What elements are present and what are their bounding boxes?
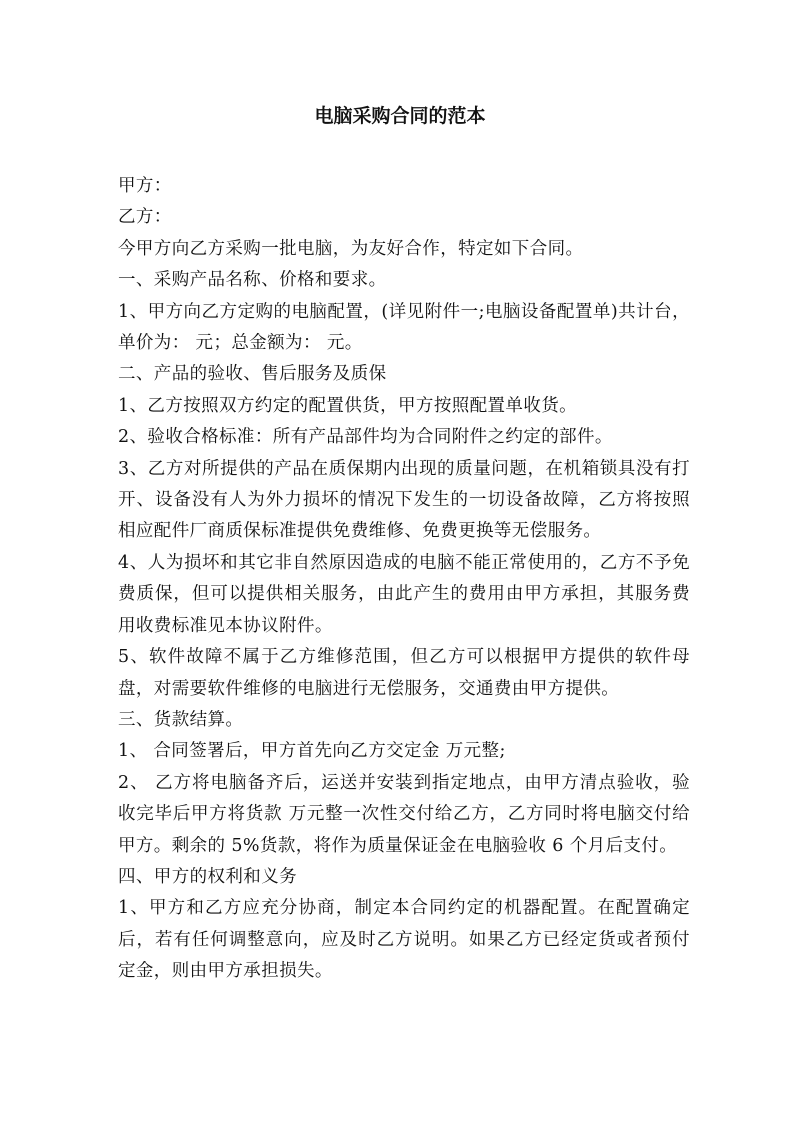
party-a-line: 甲方：: [118, 176, 172, 196]
party-b-line: 乙方：: [118, 207, 172, 228]
intro-paragraph: 今甲方向乙方采购一批电脑，为友好合作，特定如下合同。: [118, 238, 584, 259]
section-heading-1: 一、采购产品名称、价格和要求。: [118, 270, 387, 291]
clause-3-1: 1、 合同签署后，甲方首先向乙方交定金 万元整;: [118, 741, 506, 762]
clause-2-4: 4、人为损坏和其它非自然原因造成的电脑不能正常使用的，乙方不予免费质保，但可以提供相关服务，由此产生的费用由甲方承担，其服务费用收费标准见本协议附件。: [118, 552, 690, 636]
clause-2-1: 1、乙方按照双方约定的配置供货，甲方按照配置单收货。: [118, 395, 578, 416]
document-title: 电脑采购合同的范本: [314, 105, 486, 127]
clause-2-3: 3、乙方对所提供的产品在质保期内出现的质量问题，在机箱锁具没有打开、设备没有人为外力损坏的情况下发生的一切设备故障，乙方将按照相应配件厂商质保标准提供免费维修、免费更换等无偿服务。: [118, 458, 690, 542]
clause-2-5: 5、软件故障不属于乙方维修范围，但乙方可以根据甲方提供的软件母盘，对需要软件维修的电脑进行无偿服务，交通费由甲方提供。: [118, 647, 690, 699]
clause-1-1: 1、甲方向乙方定购的电脑配置，(详见附件一;电脑设备配置单)共计台，单价为： 元；总金额为： 元。: [118, 301, 690, 354]
section-heading-3: 三、货款结算。: [118, 709, 244, 730]
section-heading-4: 四、甲方的权利和义务: [118, 866, 297, 887]
section-heading-2: 二、产品的验收、售后服务及质保: [118, 364, 387, 385]
clause-4-1: 1、甲方和乙方应充分协商，制定本合同约定的机器配置。在配置确定后，若有任何调整意向，应及时乙方说明。如果乙方已经定货或者预付定金，则由甲方承担损失。: [118, 898, 690, 982]
clause-3-2: 2、 乙方将电脑备齐后，运送并安装到指定地点，由甲方清点验收，验收完毕后甲方将货款 万元整一次性交付给乙方，乙方同时将电脑交付给甲方。剩余的 5%货款，将作为质量保证金在电脑验收 6 个月后支付。: [118, 772, 690, 856]
clause-2-2: 2、验收合格标准：所有产品部件均为合同附件之约定的部件。: [118, 427, 613, 448]
document-body: [118, 171, 690, 988]
